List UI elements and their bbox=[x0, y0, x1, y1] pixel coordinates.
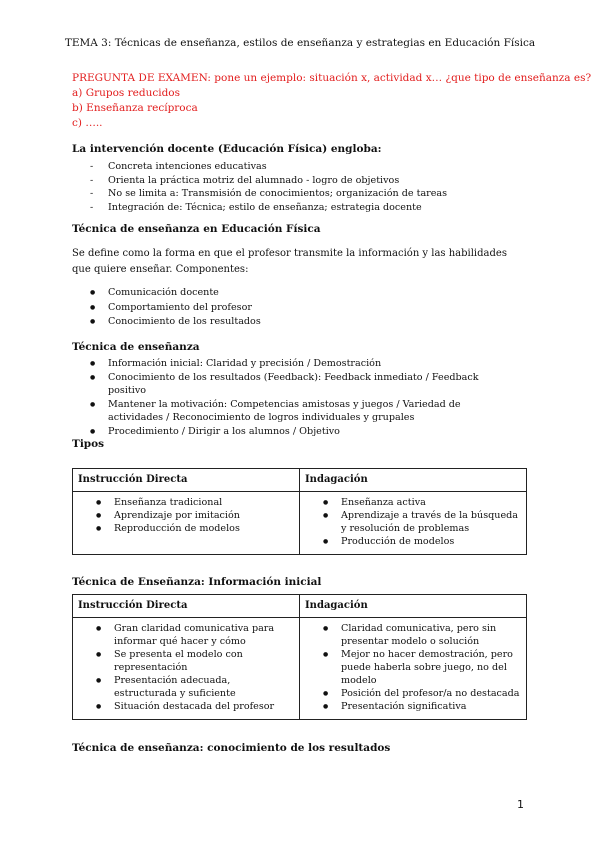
exam-question: PREGUNTA DE EXAMEN: pone un ejemplo: situación x, actividad x… ¿que tipo de enseñanza es? bbox=[72, 72, 592, 84]
list-item: ● Situación destacada del profesor bbox=[78, 700, 294, 713]
list-item: ● Procedimiento / Dirigir a los alumnos / Objetivo bbox=[72, 425, 512, 439]
table-header: Indagación bbox=[300, 595, 527, 618]
info-inicial-table bbox=[72, 594, 527, 720]
section-heading-tecnica: Técnica de enseñanza bbox=[72, 341, 200, 353]
componentes-list bbox=[72, 286, 261, 330]
list-item: ● Mejor no hacer demostración, pero puede haberla sobre juego, no del modelo bbox=[305, 648, 521, 687]
section-heading-tecnica-ef: Técnica de enseñanza en Educación Física bbox=[72, 223, 321, 235]
section-heading-conocimiento: Técnica de enseñanza: conocimiento de los resultados bbox=[72, 742, 391, 754]
document-title: TEMA 3: Técnicas de enseñanza, estilos de enseñanza y estrategias en Educación Física bbox=[64, 37, 536, 49]
table-cell bbox=[73, 618, 300, 720]
list-item: - No se limita a: Transmisión de conocimientos; organización de tareas bbox=[72, 187, 447, 201]
tipos-table bbox=[72, 468, 527, 555]
list-item: ● Claridad comunicativa, pero sin presentar modelo o solución bbox=[305, 622, 521, 648]
exam-option: b) Enseñanza recíproca bbox=[72, 102, 198, 114]
exam-option: c) ….. bbox=[72, 117, 103, 129]
list-item: ● Enseñanza activa bbox=[305, 496, 521, 509]
table-header: Indagación bbox=[300, 469, 527, 492]
tecnica-list bbox=[72, 357, 512, 438]
list-item: ● Aprendizaje a través de la búsqueda y resolución de problemas bbox=[305, 509, 521, 535]
list-item: ● Presentación adecuada, estructurada y suficiente bbox=[78, 674, 294, 700]
section-heading-tipos: Tipos bbox=[72, 438, 105, 450]
page-number: 1 bbox=[517, 798, 524, 811]
table-cell bbox=[300, 618, 527, 720]
list-item: ● Aprendizaje por imitación bbox=[78, 509, 294, 522]
list-item: ● Producción de modelos bbox=[305, 535, 521, 548]
table-header: Instrucción Directa bbox=[73, 595, 300, 618]
list-item: - Concreta intenciones educativas bbox=[72, 160, 447, 174]
section-heading-info-inicial: Técnica de Enseñanza: Información inicial bbox=[72, 576, 322, 588]
section-heading-intervencion: La intervención docente (Educación Física) engloba: bbox=[72, 143, 382, 155]
table-cell bbox=[73, 492, 300, 555]
list-item: ● Comunicación docente bbox=[72, 286, 261, 301]
list-item: - Integración de: Técnica; estilo de enseñanza; estrategia docente bbox=[72, 201, 447, 215]
list-item: ● Posición del profesor/a no destacada bbox=[305, 687, 521, 700]
exam-option: a) Grupos reducidos bbox=[72, 87, 181, 99]
intervencion-list bbox=[72, 160, 447, 214]
list-item: ● Información inicial: Claridad y precisión / Demostración bbox=[72, 357, 512, 371]
section-paragraph: Se define como la forma en que el profesor transmite la información y las habilidades que quiere enseñar. Componentes: bbox=[72, 248, 507, 275]
list-item: ● Presentación significativa bbox=[305, 700, 521, 713]
list-item: - Orienta la práctica motriz del alumnado - logro de objetivos bbox=[72, 174, 447, 188]
list-item: ● Enseñanza tradicional bbox=[78, 496, 294, 509]
list-item: ● Conocimiento de los resultados (Feedback): Feedback inmediato / Feedback positivo bbox=[72, 371, 512, 398]
list-item: ● Mantener la motivación: Competencias amistosas y juegos / Variedad de actividades / Reconocimiento de logros individuales y grupales bbox=[72, 398, 512, 425]
table-header: Instrucción Directa bbox=[73, 469, 300, 492]
table-cell bbox=[300, 492, 527, 555]
list-item: ● Gran claridad comunicativa para informar qué hacer y cómo bbox=[78, 622, 294, 648]
list-item: ● Se presenta el modelo con representación bbox=[78, 648, 294, 674]
exam-question-block bbox=[72, 71, 591, 131]
list-item: ● Reproducción de modelos bbox=[78, 522, 294, 535]
list-item: ● Conocimiento de los resultados bbox=[72, 315, 261, 330]
list-item: ● Comportamiento del profesor bbox=[72, 301, 261, 316]
